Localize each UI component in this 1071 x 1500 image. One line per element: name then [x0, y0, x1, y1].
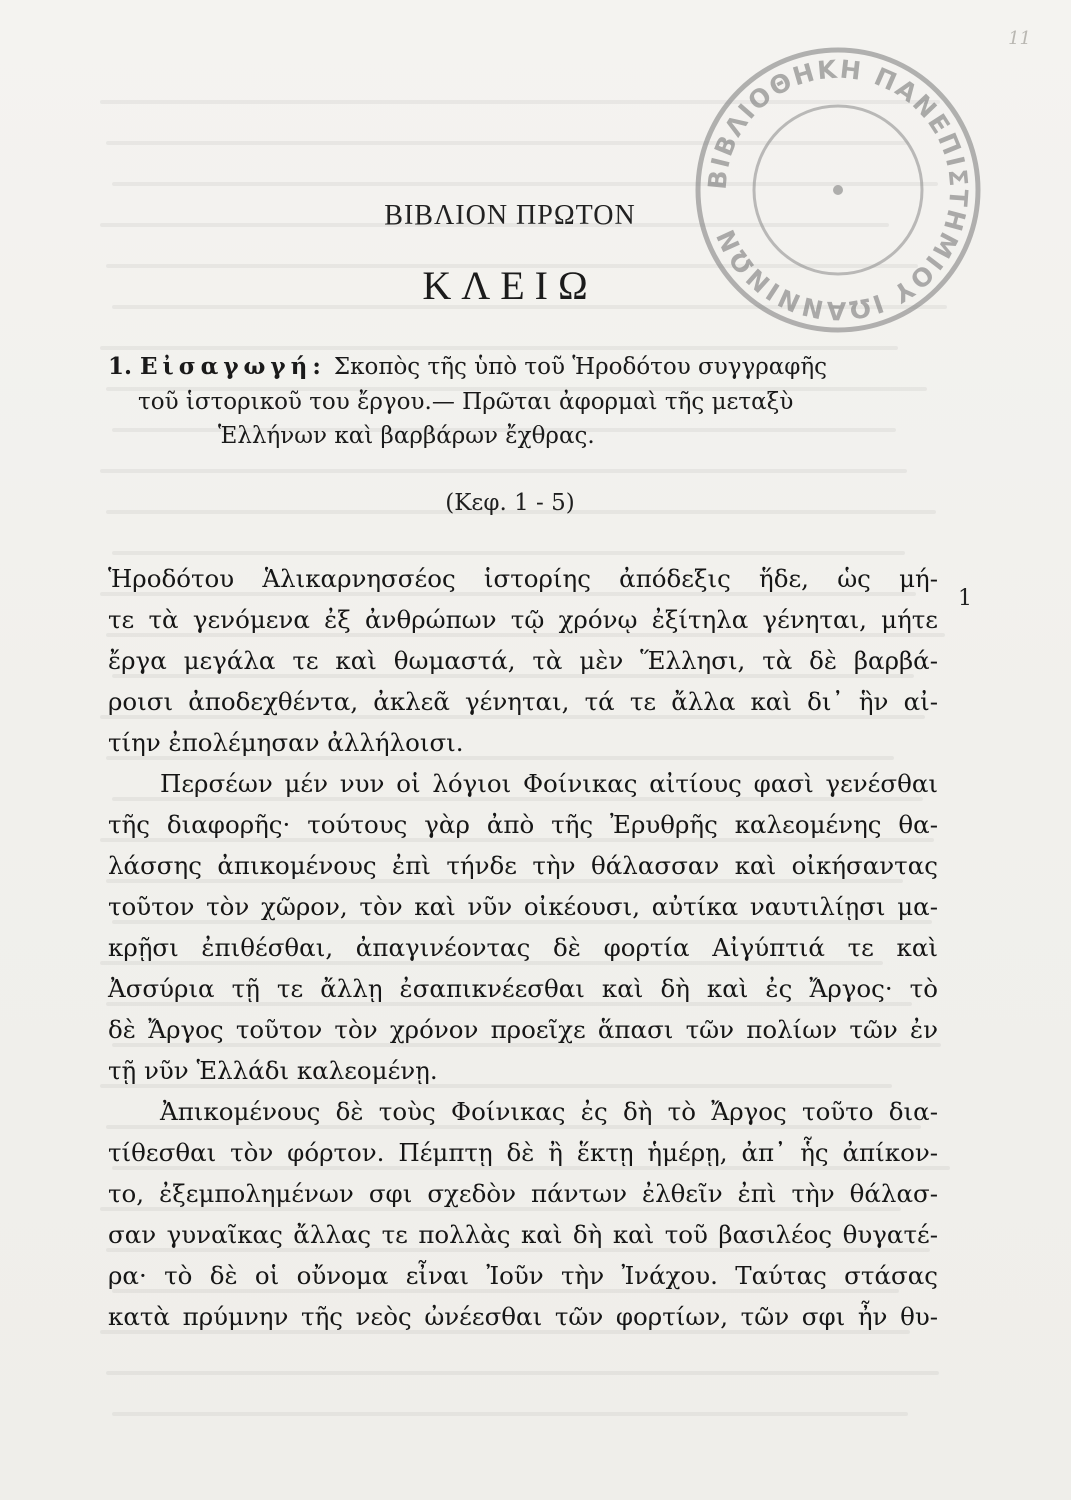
text-line: λάσσης ἀπικομένους ἐπὶ τήνδε τὴν θάλασσαν καὶ οἰκήσαντας: [108, 851, 938, 880]
book-title: ΒΙΒΛΙΟΝ ΠΡΩΤΟΝ: [384, 200, 636, 231]
bleed-through-line: [112, 1412, 908, 1416]
text-line: σαν γυναῖκας ἄλλας τε πολλὰς καὶ δὴ καὶ τοῦ βασιλέος θυγατέ-: [108, 1220, 938, 1249]
text-line: τῆς διαφορῆς· τούτους γὰρ ἀπὸ τῆς Ἐρυθρῆς καλεομένης θα-: [108, 810, 938, 839]
bleed-through-line: [112, 551, 905, 555]
book-subtitle: ΚΛΕΙΩ: [422, 263, 598, 308]
text-line: ἔργα μεγάλα τε καὶ θωμαστά, τὰ μὲν Ἕλλησι, τὰ δὲ βαρβά-: [108, 646, 938, 675]
text-line: Ἀσσύρια τῇ τε ἄλλῃ ἐσαπικνέεσθαι καὶ δὴ καὶ ἐς Ἄργος· τὸ: [108, 974, 938, 1003]
text-line: τίην ἐπολέμησαν ἀλλήλοισι.: [108, 728, 464, 757]
text-line: κατὰ πρύμνην τῆς νεὸς ὠνέεσθαι τῶν φορτίων, τῶν σφι ἦν θυ-: [108, 1302, 938, 1331]
bleed-through-line: [106, 1371, 939, 1375]
page-number: 11: [1008, 28, 1031, 49]
stamp-text: ΒΙΒΛΙΟΘΗΚΗ ΠΑΝΕΠΙΣΤΗΜΙΟΥ ΙΩΑΝΝΙΝΩΝ: [702, 54, 974, 326]
text-line: ρα· τὸ δὲ οἱ οὔνομα εἶναι Ἰοῦν τὴν Ἰνάχου. Ταύτας στάσας: [108, 1261, 938, 1290]
text-line: κρῇσι ἐπιθέσθαι, ἀπαγινέοντας δὲ φορτία Αἰγύπτιά τε καὶ: [108, 933, 938, 962]
section-heading-line-2: τοῦ ἱστορικοῦ του ἔργου.— Πρῶται ἀφορμαὶ τῆς μεταξὺ: [138, 388, 794, 415]
text-line: το, ἐξεμπολημένων σφι σχεδὸν πάντων ἐλθεῖν ἐπὶ τὴν θάλασ-: [108, 1179, 938, 1208]
section-heading: [108, 350, 938, 454]
section-heading-line-3: Ἑλλήνων καὶ βαρβάρων ἔχθρας.: [218, 423, 595, 449]
text-line: τε τὰ γενόμενα ἐξ ἀνθρώπων τῷ χρόνῳ ἐξίτηλα γένηται, μήτε: [108, 605, 938, 634]
bleed-through-line: [100, 469, 907, 473]
margin-section-number: 1: [958, 586, 972, 611]
chapter-reference: (Κεφ. 1 - 5): [445, 490, 575, 516]
section-number: 1.: [108, 353, 133, 380]
text-line: τοῦτον τὸν χῶρον, τὸν καὶ νῦν οἰκέουσι, αὐτίκα ναυτιλίῃσι μα-: [108, 892, 938, 921]
text-line: Ἀπικομένους δὲ τοὺς Φοίνικας ἐς δὴ τὸ Ἄργος τοῦτο δια-: [160, 1097, 938, 1126]
text-line: Ἡροδότου Ἁλικαρνησσέος ἱστορίης ἀπόδεξις ἥδε, ὡς μή-: [108, 564, 938, 593]
text-line: τίθεσθαι τὸν φόρτον. Πέμπτῃ δὲ ἢ ἕκτῃ ἡμέρῃ, ἀπ᾽ ἧς ἀπίκον-: [108, 1138, 938, 1167]
text-line: ροισι ἀποδεχθέντα, ἀκλεᾶ γένηται, τά τε ἄλλα καὶ δι᾽ ἣν αἰ-: [108, 687, 938, 716]
text-line: δὲ Ἄργος τοῦτον τὸν χρόνον προεῖχε ἅπασι τῶν πολίων τῶν ἐν: [108, 1015, 938, 1044]
section-heading-line-1: Σκοπὸς τῆς ὑπὸ τοῦ Ἡροδότου συγγραφῆς: [333, 354, 828, 380]
section-label: Εἰσαγωγή:: [140, 353, 326, 380]
text-line: τῇ νῦν Ἑλλάδι καλεομένῃ.: [108, 1056, 438, 1085]
text-line: Περσέων μέν νυν οἱ λόγιοι Φοίνικας αἰτίους φασὶ γενέσθαι: [160, 769, 938, 798]
main-text: [108, 558, 938, 1337]
